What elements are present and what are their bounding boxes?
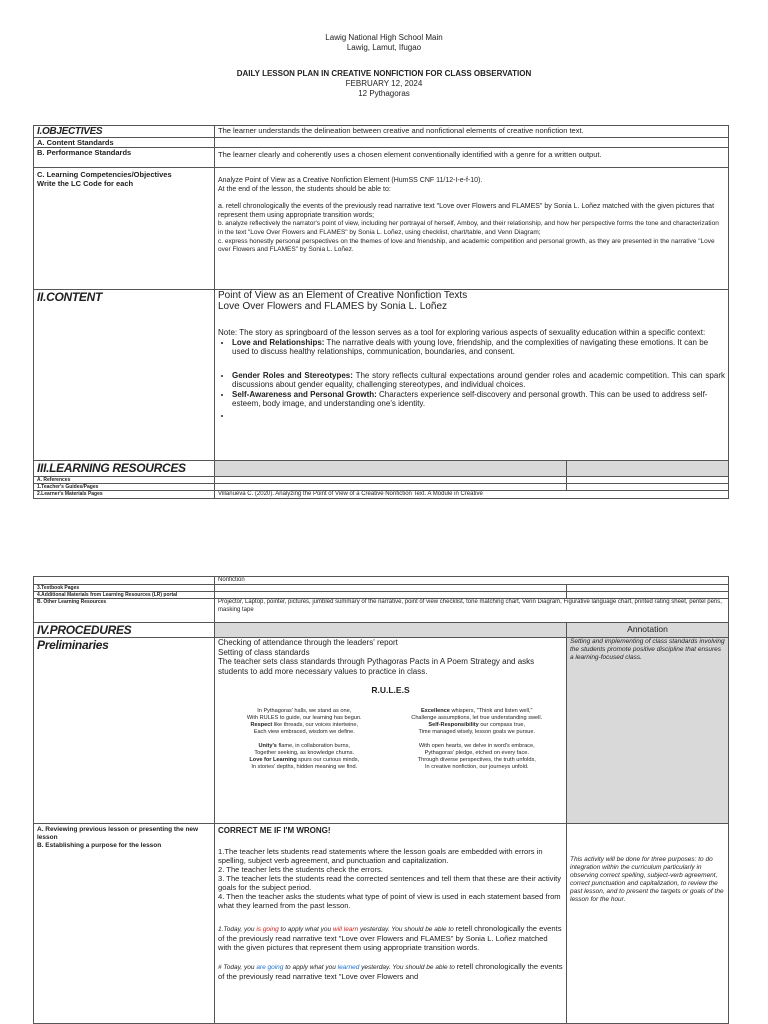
resources-heading-cell: [34, 461, 215, 477]
textbook-cell-2: [567, 585, 729, 592]
objectives-heading-cell: [34, 126, 215, 138]
content-note: Note: The story as springboard of the lesson serves as a tool for exploring various aspects of sexuality education within a specific context:: [218, 328, 706, 337]
bullet-love: [232, 338, 725, 357]
performance-standards-label: B. Performance Standards: [34, 148, 215, 168]
content-standards-text: The learner understands the delineation between creative and nonfictional elements of creative nonfiction text.: [215, 126, 729, 138]
poem-line: [218, 743, 391, 750]
annotation-header: Annotation: [567, 623, 729, 638]
bullet-self-text: Characters experience self-discovery and personal growth. This can be used to address self-esteem, body image, and understanding one's identity.: [232, 389, 708, 408]
continuation-empty: [34, 577, 215, 585]
learners-materials-label: 2.Learner's Materials Pages: [34, 491, 215, 499]
poem-keyword: Love for Learning: [249, 756, 297, 763]
poem-line: [391, 708, 564, 715]
poem-line: In Pythagoras' halls, we stand as one,: [257, 707, 352, 714]
objective-c: c. express honestly personal perspectives on the themes of love and friendship, and academic competition and personal growth, as they are presented in the narrative "Love over Flowers and FLAMES" by Sonia L. Loñez.: [218, 237, 715, 254]
competency-code: Analyze Point of View as a Creative Nonfiction Element (HumSS CNF 11/12-I-e-f-10).: [218, 177, 483, 184]
example-text: yesterday. You should be able to: [358, 926, 456, 933]
additional-cell-2: [567, 592, 729, 599]
step-2: 2. The teacher lets the students check the errors.: [218, 865, 383, 874]
references-cell-2: [567, 477, 729, 484]
correction-highlight: learned: [337, 964, 360, 971]
competencies-sublabel: Write the LC Code for each: [37, 179, 134, 188]
review-purpose-cell: [34, 824, 215, 1024]
resources-gray-2: [567, 461, 729, 477]
other-resources-label: B. Other Learning Resources: [34, 599, 215, 623]
performance-standards-text: The learner clearly and coherently uses a chosen element conventionally identified with a genre for a written output.: [215, 148, 729, 168]
review-body: [215, 824, 567, 1024]
teachers-guides-cell: [215, 484, 567, 491]
error-highlight: will learn: [332, 926, 359, 933]
poem-text: spurs our curious minds,: [296, 756, 360, 763]
correct-me-title: CORRECT ME IF I'M WRONG!: [218, 826, 331, 835]
example-text: yesterday. You should be able to: [359, 964, 457, 971]
resources-gray-1: [215, 461, 567, 477]
competencies-label: C. Learning Competencies/Objectives: [37, 170, 172, 179]
error-highlight: is going: [256, 926, 279, 933]
poem-line: Time managed wisely, lesson goals we pursue.: [418, 728, 536, 735]
poem-keyword: Unity's: [258, 742, 277, 749]
poem-line: Pythagoras' pledge, etched on every face.: [424, 749, 529, 756]
poem-keyword: Respect: [250, 721, 273, 728]
poem-line: Challenge assumptions, let true understanding swell.: [411, 714, 543, 721]
bullet-love-title: Love and Relationships:: [232, 337, 325, 347]
example-text: # Today, you: [218, 964, 257, 971]
document-header: [0, 33, 768, 53]
attendance-check: Checking of attendance through the leaders' report: [218, 638, 398, 647]
school-name: Lawig National High School Main: [325, 33, 443, 42]
annotation-preliminaries: Setting and implementing of class standards involving the students promote positive discipline that ensures a learning-focused class.: [567, 638, 729, 824]
procedures-heading-cell: [34, 623, 215, 638]
references-cell: [215, 477, 567, 484]
competencies-label-cell: [34, 168, 215, 290]
poem-left-column: [218, 708, 391, 771]
correction-highlight: are going: [256, 964, 284, 971]
rules-title: R.U.L.E.S: [371, 685, 410, 695]
bullet-empty: [232, 411, 725, 421]
textbook-cell: [215, 585, 567, 592]
example-text: retell chronologically the events of the previously read narrative text "Love over Flowers and FLAMES" by Sonia L. Loñez matched with the given pictures that represent them using appropriate transition words.: [218, 924, 562, 952]
poem-right-column: [391, 708, 564, 771]
content-bullets: [218, 338, 725, 421]
poem-line: Each view embraced, wisdom we define.: [253, 728, 355, 735]
lesson-plan-table-page1: [33, 125, 729, 499]
poem-text: like threads, our voices intertwine,: [272, 721, 359, 728]
poem-text: whispers, "Think and listen well,": [449, 707, 533, 714]
content-title2: Love Over Flowers and FLAMES by Sonia L. Loñez: [218, 301, 448, 312]
poem-text: our compass true,: [478, 721, 526, 728]
school-address: Lawig, Lamut, Ifugao: [346, 43, 422, 52]
bullet-self-title: Self-Awareness and Personal Growth:: [232, 389, 377, 399]
poem-line: [218, 757, 391, 764]
poem-keyword: Excellence: [420, 707, 450, 714]
preliminaries-heading: Preliminaries: [37, 638, 109, 652]
poem-line: [218, 722, 391, 729]
class-section: 12 Pythagoras: [358, 89, 410, 98]
objective-a: a. retell chronologically the events of the previously read narrative text "Love over Flowers and FLAMES" by Sonia L. Loñez matched with the given pictures that represent them using appropriate transition words;: [218, 203, 715, 219]
example-text: retell chronologically the events of the previously read narrative text "Love over Flowers and: [218, 962, 563, 981]
other-resources-text: Projector, Laptop, pointer, pictures, jumbled summary of the narrative, point of view checklist, tone matching chart, Venn Diagram, Figurative language chart, printed rating sheet, pentel pens, masking tape: [215, 599, 729, 623]
step-4: 4. Then the teacher asks the students what type of point of view is used in each statement based from what they learned from the past lesson.: [218, 892, 561, 910]
poem-line: In creative nonfiction, our journeys unfold.: [424, 763, 529, 770]
step-3: 3. The teacher lets the students read the corrected sentences and tell them that these are their activity goals for the subject period.: [218, 874, 562, 892]
bullet-gender-title: Gender Roles and Stereotypes:: [232, 370, 353, 380]
rules-poem: [218, 708, 563, 771]
procedures-heading: IV.PROCEDURES: [37, 623, 132, 637]
poem-line: With RULES to guide, our learning has begun.: [246, 714, 362, 721]
preliminaries-body: [215, 638, 567, 824]
content-heading-cell: [34, 290, 215, 461]
procedures-gray: [215, 623, 567, 638]
review-label: A. Reviewing previous lesson or presenting the new lesson: [37, 826, 199, 841]
poem-line: [391, 722, 564, 729]
additional-cell: [215, 592, 567, 599]
poem-line: Together seeking, as knowledge churns.: [254, 749, 355, 756]
example-erroneous: [218, 924, 563, 952]
textbook-pages-label: 3.Textbook Pages: [34, 585, 215, 592]
preliminaries-cell: [34, 638, 215, 824]
learners-materials-text: Villanueva C. (2020). Analyzing the Point of View of a Creative Nonfiction Text. A Module in Creative: [215, 491, 729, 499]
poem-line: With open hearts, we delve in word's embrace,: [418, 742, 535, 749]
bullet-love-text: The narrative deals with young love, friendship, and the complexities of navigating these emotions. It can be used to discuss healthy relationships, communication, boundaries, and consent.: [232, 337, 709, 356]
poem-text: flame, in collaboration burns,: [276, 742, 350, 749]
class-standards: Setting of class standards: [218, 647, 310, 657]
poem-line: In stories' depths, hidden meaning we find.: [251, 763, 358, 770]
learners-materials-cont: Nonfiction: [215, 577, 729, 585]
annotation-purpose-text: This activity will be done for three purposes: to do integration within the curriculum particularly in observing correct spelling, subject-verb agreement, correct punctuation and capitalization, to review the past lesson, and to present the targets or goals of the lesson for the hour.: [570, 856, 724, 903]
lesson-plan-table-page2: [33, 576, 729, 1024]
lesson-title-block: [0, 69, 768, 99]
teachers-guides-label: 1.Teacher's Guides/Pages: [34, 484, 215, 491]
pacts-strategy: The teacher sets class standards through Pythagoras Pacts in A Poem Strategy and asks students to add more necessary values to practice in class.: [218, 657, 535, 676]
competency-intro: At the end of the lesson, the students should be able to:: [218, 185, 391, 193]
objective-b: b. analyze reflectively the narrator's point of view, including her portrayal of herself, Amboy, and their relationship, and how her perspective forms the tone and characterization in the text "Love Over Flowers and FLAMES" by Sonia L. Loñez, using checklist, chart/table, and Venn Diagram;: [218, 220, 719, 236]
additional-materials-label: 4.Additional Materials from Learning Resources (LR) portal: [34, 592, 215, 599]
objectives-heading: I.OBJECTIVES: [37, 126, 103, 137]
example-text: 1.Today, you: [218, 926, 257, 933]
bullet-self: [232, 390, 725, 409]
poem-keyword: Self-Responsibility: [428, 721, 479, 728]
annotation-purpose: [567, 824, 729, 1024]
references-label: A. References: [34, 477, 215, 484]
content-body: [215, 290, 729, 461]
example-text: to apply what you: [278, 926, 333, 933]
bullet-gender-text: The story reflects cultural expectations around gender roles and academic competition. This can spark discussions about gender equality, challenging stereotypes, and individual choices.: [232, 370, 725, 389]
lesson-date: FEBRUARY 12, 2024: [345, 79, 423, 88]
content-standards-label: A. Content Standards: [34, 138, 215, 148]
competencies-text: [215, 168, 729, 290]
content-title1: Point of View as an Element of Creative Nonfiction Texts: [218, 290, 468, 301]
purpose-label: B. Establishing a purpose for the lesson: [37, 842, 162, 849]
example-text: to apply what you: [283, 964, 338, 971]
content-heading: II.CONTENT: [37, 290, 102, 304]
step-1: 1.The teacher lets students read statements where the lesson goals are embedded with errors in spelling, subject verb agreement, and punctuation and capitalization.: [218, 847, 543, 865]
poem-line: Through diverse perspectives, the truth unfolds,: [417, 756, 536, 763]
example-corrected: [218, 962, 563, 981]
teachers-guides-cell-2: [567, 484, 729, 491]
content-standards-empty: [215, 138, 729, 148]
bullet-gender: [232, 371, 725, 390]
resources-heading: III.LEARNING RESOURCES: [37, 461, 186, 475]
lesson-title: DAILY LESSON PLAN IN CREATIVE NONFICTION FOR CLASS OBSERVATION: [236, 69, 532, 78]
